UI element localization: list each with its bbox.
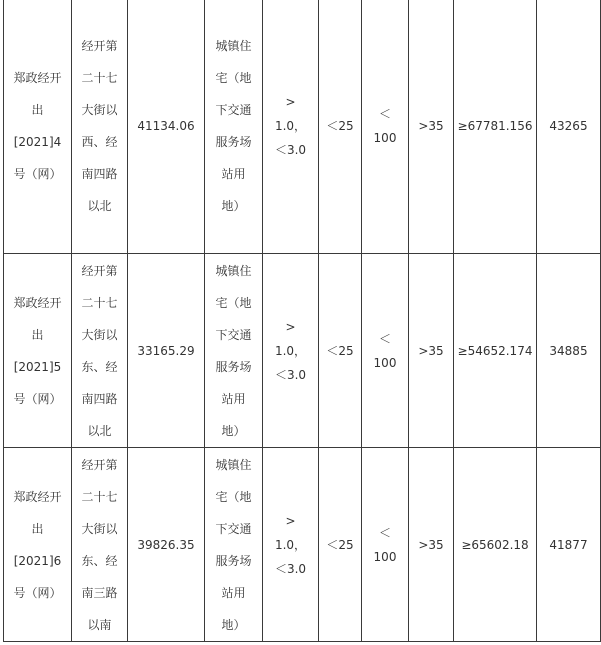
starting-price-cell: ≥65602.18	[454, 448, 537, 642]
height-cell: ＜ 100	[362, 448, 409, 642]
height-cell: ＜ 100	[362, 254, 409, 448]
table-row	[4, 448, 601, 642]
floor-area-ratio-cell: > 1.0， ＜3.0	[263, 448, 319, 642]
height-cell: ＜ 100	[362, 0, 409, 254]
deposit-cell: 34885	[537, 254, 601, 448]
deposit-cell: 41877	[537, 448, 601, 642]
floor-area-ratio-cell: > 1.0， ＜3.0	[263, 254, 319, 448]
area-cell: 39826.35	[128, 448, 205, 642]
area-cell: 33165.29	[128, 254, 205, 448]
green-ratio-cell: >35	[409, 254, 454, 448]
location-cell: 经开第 二十七 大街以 西、经 南四路 以北	[72, 0, 128, 254]
plot-number-cell: 郑政经开 出 [2021]6 号（网）	[4, 448, 72, 642]
plot-number-cell: 郑政经开 出 [2021]4 号（网）	[4, 0, 72, 254]
floor-area-ratio-cell: > 1.0， ＜3.0	[263, 0, 319, 254]
table-row	[4, 0, 601, 254]
location-cell: 经开第 二十七 大街以 东、经 南三路 以南	[72, 448, 128, 642]
land-use-cell: 城镇住 宅（地 下交通 服务场 站用 地）	[205, 448, 263, 642]
land-use-cell: 城镇住 宅（地 下交通 服务场 站用 地）	[205, 0, 263, 254]
land-parcel-table	[3, 0, 601, 642]
area-cell: 41134.06	[128, 0, 205, 254]
deposit-cell: 43265	[537, 0, 601, 254]
starting-price-cell: ≥54652.174	[454, 254, 537, 448]
green-ratio-cell: >35	[409, 0, 454, 254]
density-cell: ＜25	[319, 254, 362, 448]
green-ratio-cell: >35	[409, 448, 454, 642]
table-row	[4, 254, 601, 448]
starting-price-cell: ≥67781.156	[454, 0, 537, 254]
density-cell: ＜25	[319, 0, 362, 254]
location-cell: 经开第 二十七 大街以 东、经 南四路 以北	[72, 254, 128, 448]
land-use-cell: 城镇住 宅（地 下交通 服务场 站用 地）	[205, 254, 263, 448]
plot-number-cell: 郑政经开 出 [2021]5 号（网）	[4, 254, 72, 448]
density-cell: ＜25	[319, 448, 362, 642]
